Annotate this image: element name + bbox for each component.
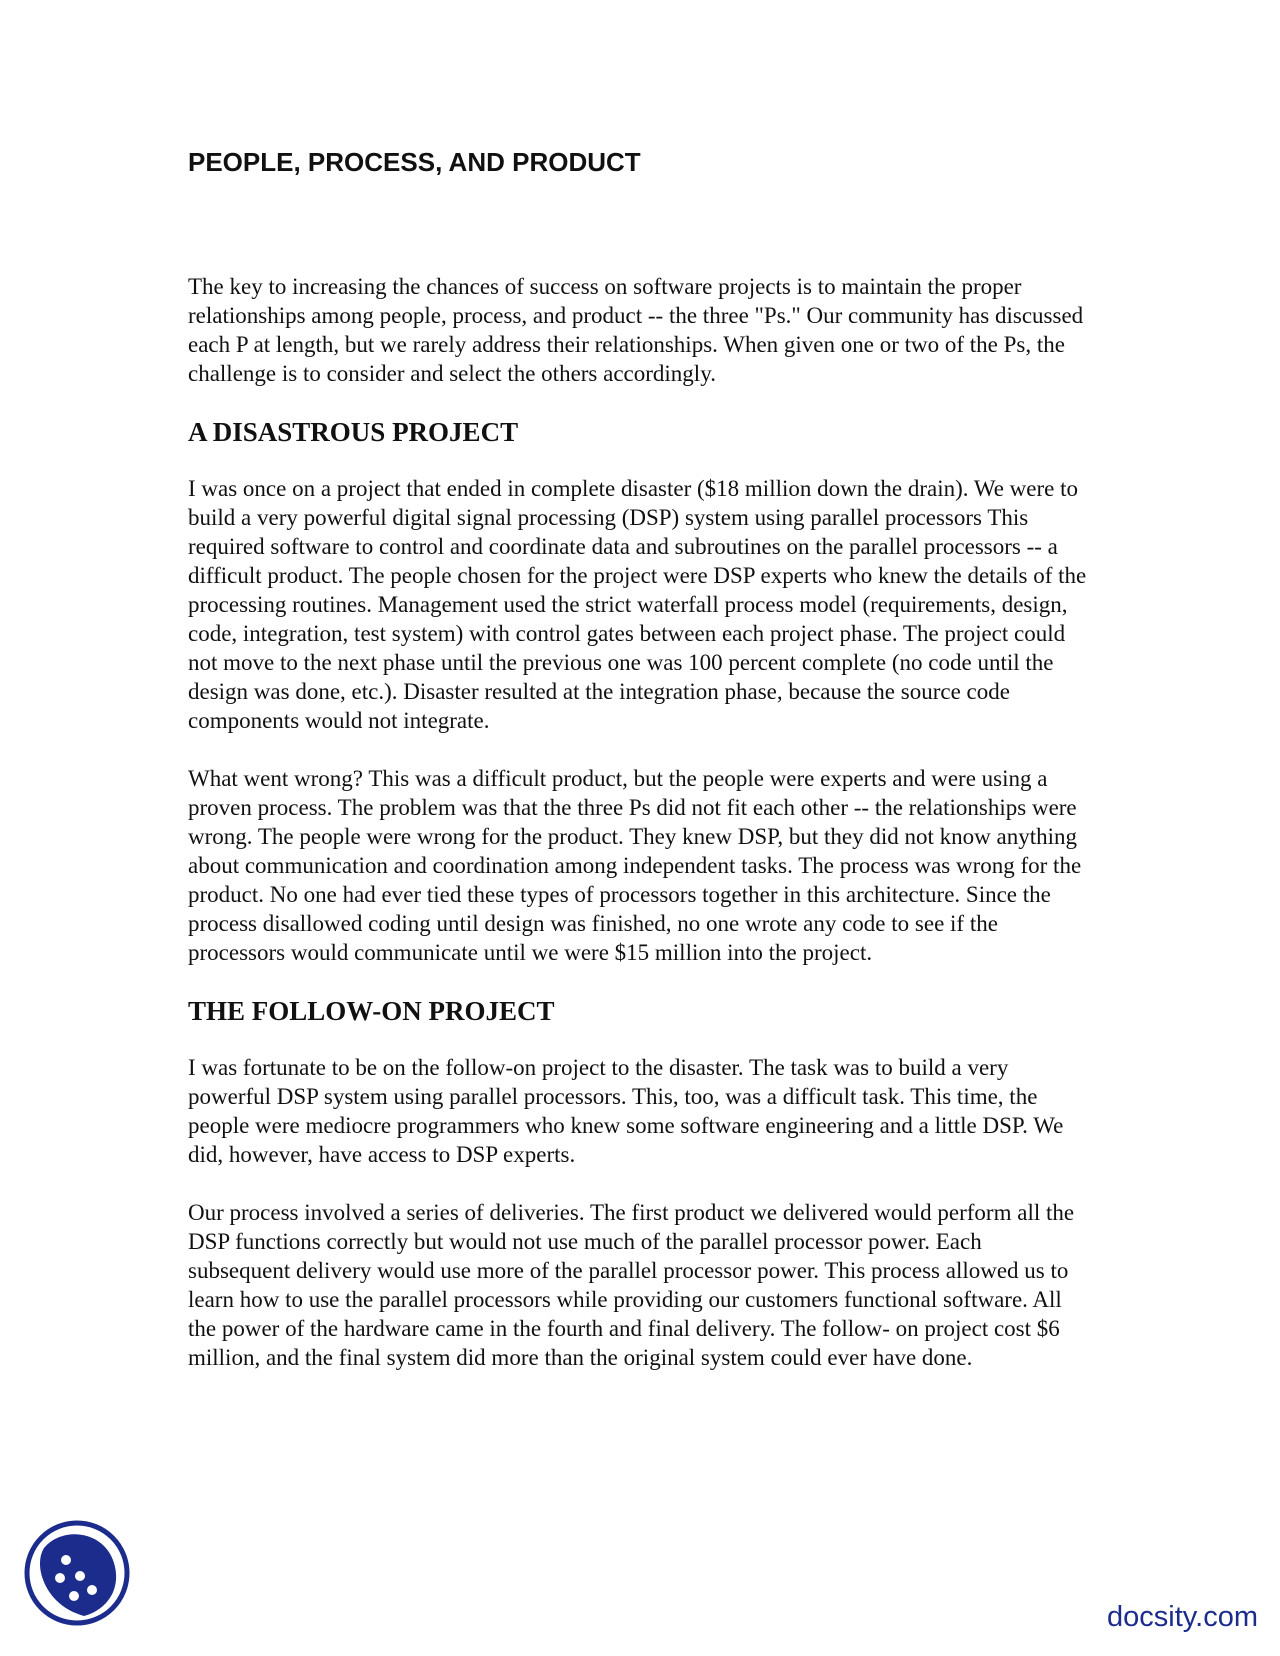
section-heading-follow-on-project: THE FOLLOW-ON PROJECT — [188, 996, 555, 1026]
paragraph-disastrous-project-2: What went wrong? This was a difficult product, but the people were experts and were using a proven process. The problem was that the three Ps did not fit each other -- the relationships were wrong. The people were wrong for the product. They knew DSP, but they did not know anything about communication and coordination among independent tasks. The process was wrong for the product. No one had ever tied these types of processors together in this architecture. Since the process disallowed coding until design was finished, no one wrote any code to see if the processors would communicate until we were $15 million into the project. — [188, 766, 1082, 965]
docsity-logo-icon[interactable] — [22, 1518, 132, 1628]
section-heading-disastrous-project: A DISASTROUS PROJECT — [188, 417, 519, 447]
intro-paragraph: The key to increasing the chances of success on software projects is to maintain the proper relationships among people, process, and product -- the three "Ps." Our community has discussed each P at length, but we rarely address their relationships. When given one or two of the Ps, the challenge is to consider and select the others accordingly. — [188, 274, 1084, 386]
document-content — [188, 146, 1088, 1372]
paragraph-follow-on-project-2: Our process involved a series of deliveries. The first product we delivered would perform all the DSP functions correctly but would not use much of the parallel processor power. Each subsequent delivery would use more of the parallel processor power. This process allowed us to learn how to use the parallel processors while providing our customers functional software. All the power of the hardware came in the fourth and final delivery. The follow- on project cost $6 million, and the final system did more than the original system could ever have done. — [188, 1200, 1075, 1370]
docsity-brand-link[interactable]: docsity.com — [1107, 1601, 1258, 1633]
paragraph-disastrous-project-1: I was once on a project that ended in complete disaster ($18 million down the drain). We were to build a very powerful digital signal processing (DSP) system using parallel processors This required software to control and coordinate data and subroutines on the parallel processors -- a difficult product. The people chosen for the project were DSP experts who knew the details of the processing routines. Management used the strict waterfall process model (requirements, design, code, integration, test system) with control gates between each project phase. The project could not move to the next phase until the previous one was 100 percent complete (no code until the design was done, etc.). Disaster resulted at the integration phase, because the source code components would not integrate. — [188, 476, 1087, 733]
paragraph-follow-on-project-1: I was fortunate to be on the follow-on project to the disaster. The task was to build a very powerful DSP system using parallel processors. This, too, was a difficult task. This time, the people were mediocre programmers who knew some software engineering and a little DSP. We did, however, have access to DSP experts. — [188, 1055, 1064, 1167]
document-title: PEOPLE, PROCESS, AND PRODUCT — [188, 147, 641, 177]
